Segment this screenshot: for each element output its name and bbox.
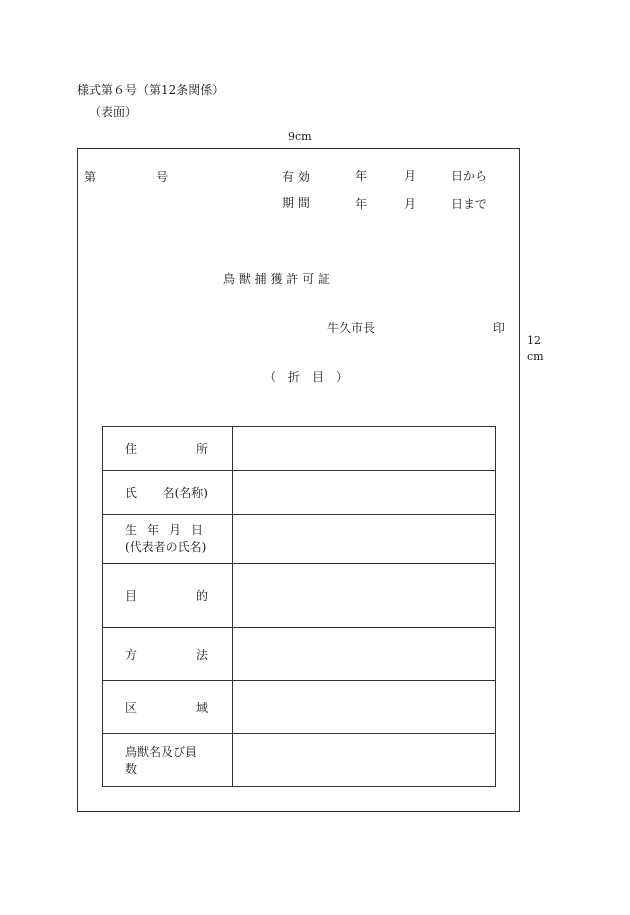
- label-char: 所: [195, 442, 208, 456]
- name-label: [103, 471, 233, 515]
- fold-line-label: （ 折 目 ）: [264, 370, 349, 384]
- method-label: [103, 628, 233, 681]
- purpose-value: [233, 564, 496, 628]
- area-value: [233, 681, 496, 734]
- from-year-label: 年: [355, 169, 368, 183]
- label-char: 年: [146, 523, 159, 537]
- table-row-species-count: [103, 734, 496, 787]
- until-year-label: 年: [355, 197, 368, 211]
- label-char: 月: [168, 523, 181, 537]
- method-value: [233, 628, 496, 681]
- birthdate-label: [103, 515, 233, 564]
- height-dimension: [527, 333, 547, 365]
- height-dimension-unit: cm: [527, 350, 544, 363]
- label-char: 住: [125, 442, 138, 456]
- from-day-label: 日から: [451, 169, 488, 183]
- permit-card: [77, 148, 520, 812]
- until-day-label: 日まで: [451, 197, 488, 211]
- until-month-label: 月: [404, 197, 417, 211]
- issuer-name: 牛久市長: [327, 321, 376, 335]
- label-char: 生: [125, 523, 138, 537]
- side-note: （表面）: [89, 105, 138, 119]
- label-char: 方: [125, 647, 138, 662]
- table-row-birthdate: [103, 515, 496, 564]
- validity-label-2: 期 間: [282, 196, 310, 210]
- birthdate-value: [233, 515, 496, 564]
- from-month-label: 月: [404, 169, 417, 183]
- area-label: [103, 681, 233, 734]
- form-title: 様式第６号（第12条関係）: [77, 83, 225, 97]
- table-row-purpose: [103, 564, 496, 628]
- label-char: 日: [190, 523, 203, 537]
- address-value: [233, 427, 496, 471]
- species-count-value: [233, 734, 496, 787]
- permit-title: 鳥 獣 捕 獲 許 可 証: [223, 272, 330, 286]
- label-char: 的: [195, 589, 208, 603]
- permit-info-table: [102, 426, 496, 787]
- name-value: [233, 471, 496, 515]
- validity-label-1: 有 効: [282, 170, 310, 184]
- label-char: 氏: [125, 486, 138, 500]
- address-label: [103, 427, 233, 471]
- table-row-name: [103, 471, 496, 515]
- purpose-label: [103, 564, 233, 628]
- height-dimension-number: 12: [527, 334, 541, 347]
- species-count-label: 鳥獣名及び員数: [103, 734, 233, 787]
- number-prefix: 第: [84, 170, 97, 184]
- label-char: 目: [125, 589, 138, 603]
- label-char: 区: [125, 700, 138, 715]
- label-char: 名(名称): [162, 486, 208, 500]
- number-suffix: 号: [156, 170, 169, 184]
- width-dimension: 9cm: [288, 130, 312, 143]
- representative-name-label: (代表者の氏名): [125, 540, 207, 554]
- label-char: 法: [195, 647, 208, 662]
- table-row-area: [103, 681, 496, 734]
- table-row-method: [103, 628, 496, 681]
- seal-mark: 印: [493, 321, 506, 335]
- table-row-address: [103, 427, 496, 471]
- label-char: 域: [195, 700, 208, 715]
